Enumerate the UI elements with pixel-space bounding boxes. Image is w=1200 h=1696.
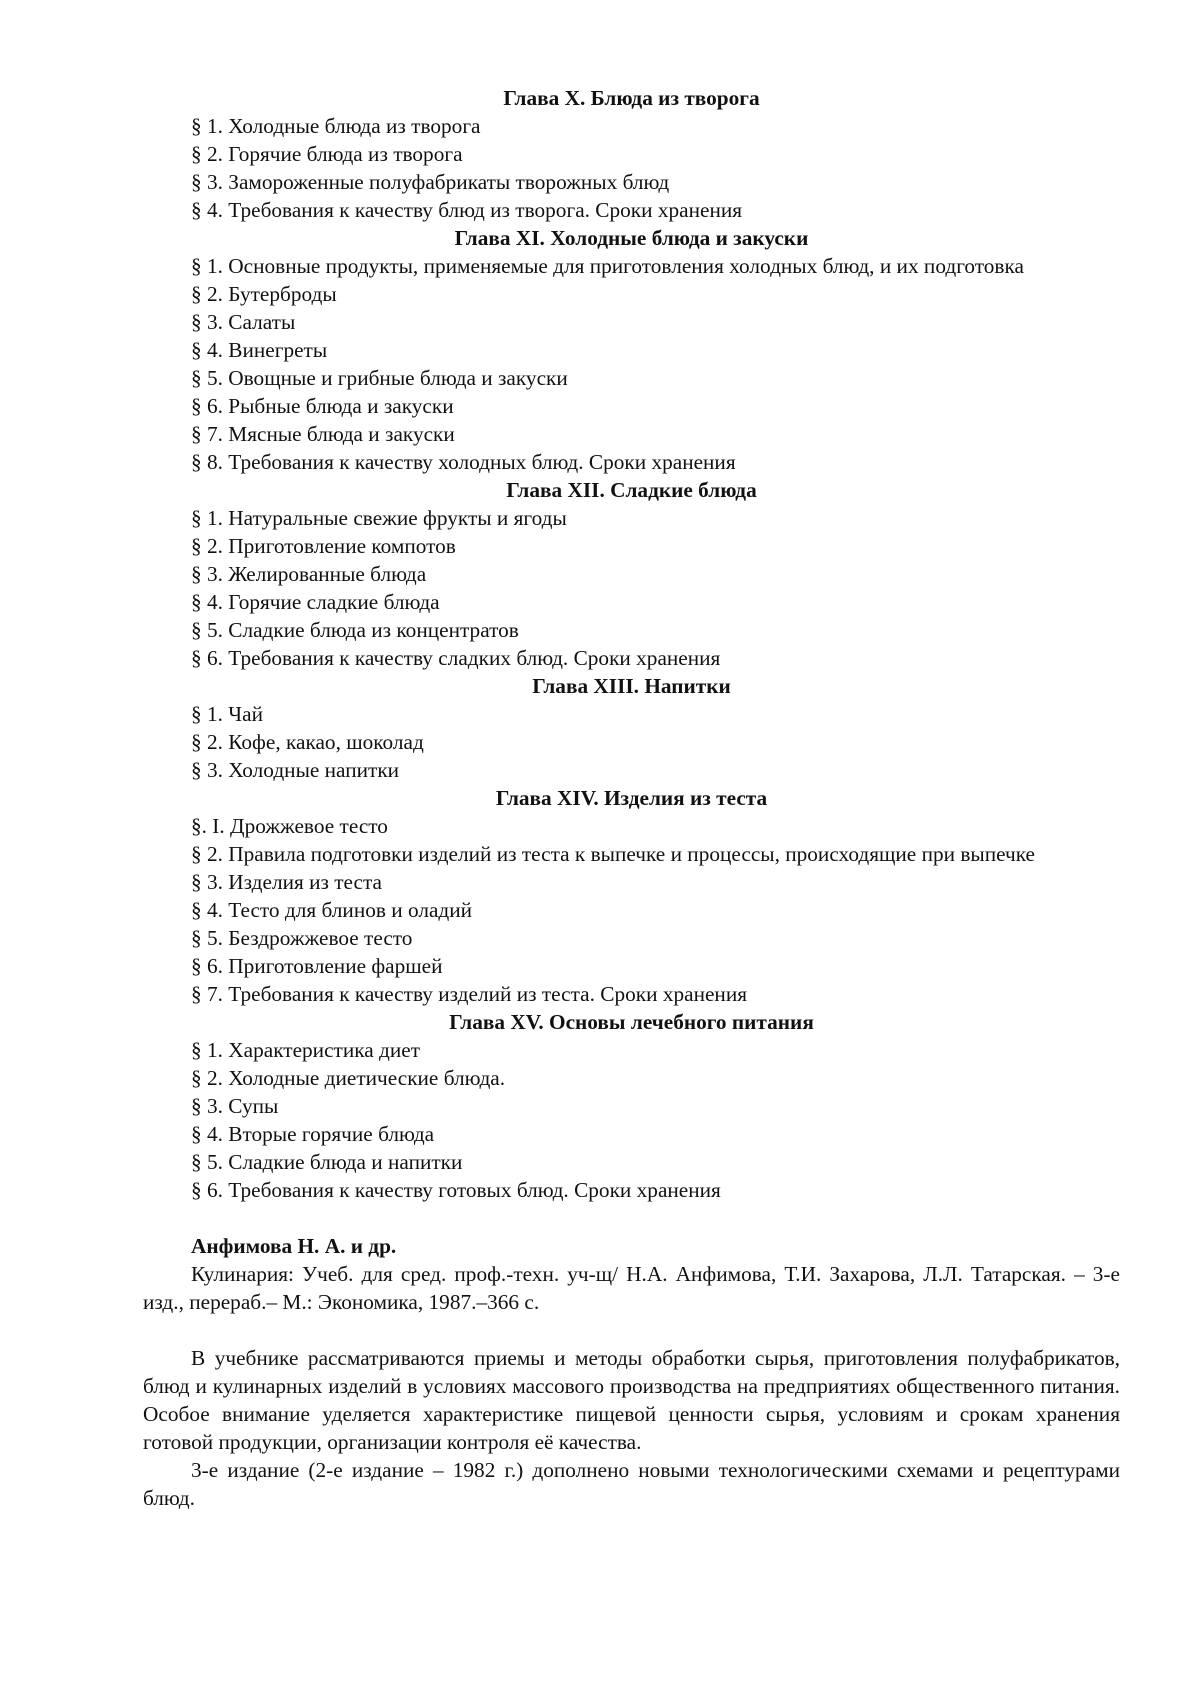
section-item: § 2. Холодные диетические блюда. xyxy=(191,1066,506,1090)
section-item: § 4. Горячие сладкие блюда xyxy=(191,590,440,614)
chapter-title: Глава XII. Сладкие блюда xyxy=(506,478,757,502)
section-item: § 2. Приготовление компотов xyxy=(191,534,456,558)
chapter-title: Глава X. Блюда из творога xyxy=(503,86,760,110)
section-item: § 6. Требования к качеству сладких блюд. Сроки хранения xyxy=(191,646,721,670)
chapter-11 xyxy=(143,224,1120,476)
section-item: § 2. Горячие блюда из творога xyxy=(191,142,463,166)
section-item: § 3. Замороженные полуфабрикаты творожных блюд xyxy=(191,170,670,194)
section-item: § 2. Кофе, какао, шоколад xyxy=(191,730,424,754)
section-item: § 1. Основные продукты, применяемые для приготовления холодных блюд, и их подготовка xyxy=(191,254,1024,278)
book-description: В учебнике рассматриваются приемы и методы обработки сырья, приготовления полуфабрикатов, блюд и кулинарных изделий в условиях массового производства на предприятиях общественного питания. Особое внимание уделяется характеристике пищевой ценности сырья, условиям и срокам хранения готовой продукции, организации контроля её качества. xyxy=(143,1346,1120,1454)
section-item: § 2. Правила подготовки изделий из теста к выпечке и процессы, происходящие при выпечке xyxy=(191,842,1036,866)
section-item: § 7. Требования к качеству изделий из теста. Сроки хранения xyxy=(191,982,748,1006)
edition-note: 3-е издание (2-е издание – 1982 г.) дополнено новыми технологическими схемами и рецептурами блюд. xyxy=(143,1458,1120,1510)
chapter-title: Глава XIV. Изделия из теста xyxy=(495,786,768,810)
section-item: § 6. Требования к качеству готовых блюд. Сроки хранения xyxy=(191,1178,721,1202)
chapter-14 xyxy=(143,784,1120,1008)
section-item: § 3. Холодные напитки xyxy=(191,758,400,782)
section-item: § 4. Тесто для блинов и оладий xyxy=(191,898,473,922)
chapter-15 xyxy=(143,1008,1120,1204)
section-item: § 6. Рыбные блюда и закуски xyxy=(191,394,454,418)
section-item: § 3. Салаты xyxy=(191,310,296,334)
section-item: § 5. Сладкие блюда и напитки xyxy=(191,1150,463,1174)
book-citation: Кулинария: Учеб. для сред. проф.-техн. уч-щ/ Н.А. Анфимова, Т.И. Захарова, Л.Л. Татарская. – 3-е изд., перераб.– М.: Экономика, 1987.–366 с. xyxy=(143,1262,1120,1314)
section-item: § 5. Овощные и грибные блюда и закуски xyxy=(191,366,568,390)
chapter-12 xyxy=(143,476,1120,672)
section-item: § 1. Характеристика диет xyxy=(191,1038,421,1062)
section-item: § 4. Вторые горячие блюда xyxy=(191,1122,435,1146)
section-item: § 1. Чай xyxy=(191,702,263,726)
section-item: § 4. Требования к качеству блюд из творога. Сроки хранения xyxy=(191,198,743,222)
chapter-title: Глава XI. Холодные блюда и закуски xyxy=(454,226,809,250)
section-item: § 8. Требования к качеству холодных блюд. Сроки хранения xyxy=(191,450,736,474)
section-item: § 4. Винегреты xyxy=(191,338,328,362)
section-item: § 3. Супы xyxy=(191,1094,279,1118)
chapter-title: Глава XIII. Напитки xyxy=(532,674,731,698)
section-item: § 5. Сладкие блюда из концентратов xyxy=(191,618,519,642)
section-item: § 1. Холодные блюда из творога xyxy=(191,114,481,138)
section-item: § 1. Натуральные свежие фрукты и ягоды xyxy=(191,506,567,530)
document-page xyxy=(143,84,1120,1512)
section-item: § 7. Мясные блюда и закуски xyxy=(191,422,455,446)
section-item: § 3. Изделия из теста xyxy=(191,870,383,894)
chapter-title: Глава XV. Основы лечебного питания xyxy=(449,1010,814,1034)
chapter-13 xyxy=(143,672,1120,784)
section-item: § 3. Желированные блюда xyxy=(191,562,427,586)
chapter-10 xyxy=(143,84,1120,224)
book-author: Анфимова Н. А. и др. xyxy=(191,1234,397,1258)
section-item: §. I. Дрожжевое тесто xyxy=(191,814,388,838)
section-item: § 2. Бутерброды xyxy=(191,282,337,306)
section-item: § 6. Приготовление фаршей xyxy=(191,954,443,978)
section-item: § 5. Бездрожжевое тесто xyxy=(191,926,413,950)
